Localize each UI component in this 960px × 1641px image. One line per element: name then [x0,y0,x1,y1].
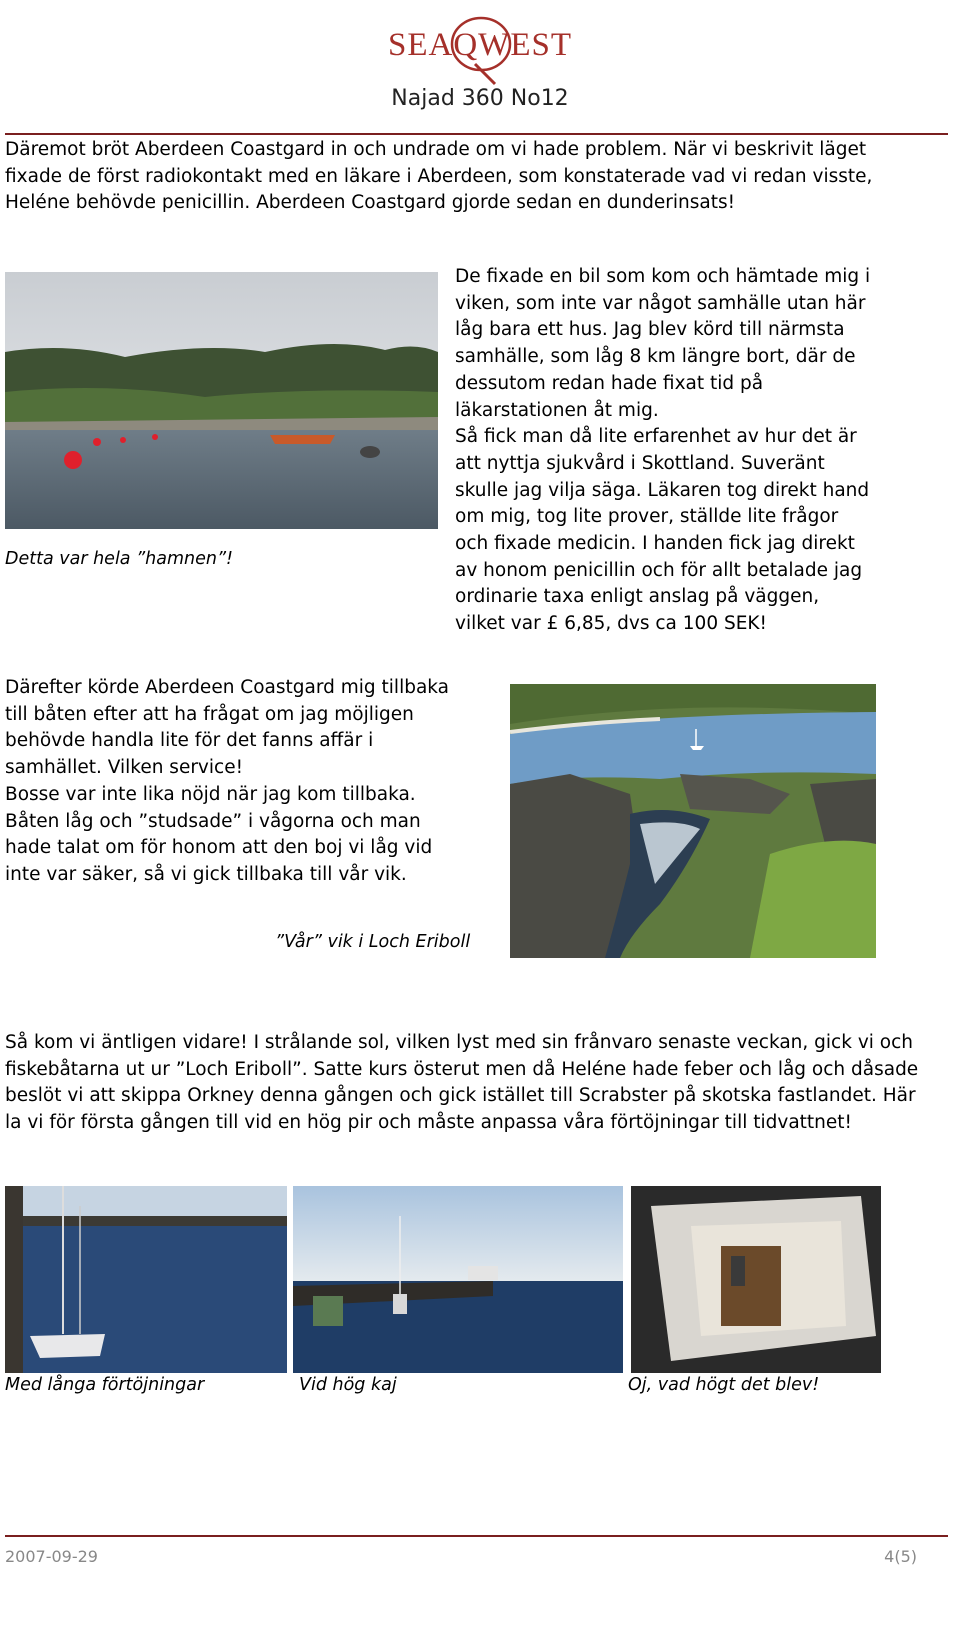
harbour-photo [5,272,438,529]
text-line: viken, som inte var något samhälle utan här [455,292,866,314]
text-line: av honom penicillin och för allt betalade jag [455,559,863,581]
text-line: samhället. Vilken service! [5,757,243,779]
logo-text: SEAQWEST [388,27,572,63]
text-line: Båten låg och ”studsade” i vågorna och man [5,810,421,832]
text-line: till båten efter att ha frågat om jag möjligen [5,703,414,725]
high-quay-caption: Oj, vad högt det blev! [628,1375,820,1395]
text-line: om mig, tog lite prover, ställde lite frågor [455,506,839,528]
paragraph-doctor [455,264,950,638]
text-line: samhälle, som låg 8 km längre bort, där de [455,346,856,368]
footer-page-number: 4(5) [884,1547,917,1566]
quay-photo [293,1186,623,1373]
high-quay-photo [631,1186,881,1373]
text-line: skulle jag vilja säga. Läkaren tog direkt hand [455,479,870,501]
text-line: hade talat om för honom att den boj vi låg vid [5,837,433,859]
seaqwest-logo [355,6,605,86]
text-line: behövde handla lite för det fanns affär i [5,730,374,752]
text-line: De fixade en bil som kom och hämtade mig i [455,266,871,287]
text-line: dessutom redan hade fixat tid på [455,372,764,394]
text-line: att nyttja sjukvård i Skottland. Suveränt [455,452,825,474]
moorings-photo [5,1186,287,1373]
text-line: låg bara ett hus. Jag blev körd till närmsta [455,319,845,341]
paragraph-return [5,675,500,889]
document-title: Najad 360 No12 [391,86,569,111]
moorings-caption: Med långa förtöjningar [5,1375,205,1395]
text-line: Därefter körde Aberdeen Coastgard mig tillbaka [5,677,450,698]
bay-photo [510,684,876,958]
header-rule [5,133,948,135]
text-line: och fixade medicin. I handen fick jag direkt [455,533,855,555]
text-line: inte var säker, så vi gick tillbaka till vår vik. [5,863,407,885]
text-line: Bosse var inte lika nöjd när jag kom tillbaka. [5,783,416,805]
bay-caption: ”Vår” vik i Loch Eriboll [275,932,471,952]
quay-caption: Vid hög kaj [299,1375,397,1395]
text-line: ordinarie taxa enligt anslag på väggen, [455,586,820,608]
text-line: Så fick man då lite erfarenhet av hur det är [455,426,857,448]
text-line: läkarstationen åt mig. [455,399,659,421]
paragraph-scrabster: Så kom vi äntligen vidare! I strålande sol, vilken lyst med sin frånvaro senaste veckan, gick vi och fiskebåtarna ut ur ”Loch Eriboll”. Satte kurs österut men då Heléne hade feber och låg och dåsade beslöt vi att skippa Orkney denna gången och gick istället till Scrabster på skotska fastlandet. Här la vi för första gången till vid en hög pir och måste anpassa våra förtöjningar till tidvattnet! [5,1032,919,1134]
harbour-caption: Detta var hela ”hamnen”! [5,549,234,569]
text-line: vilket var £ 6,85, dvs ca 100 SEK! [455,613,767,635]
footer-rule [5,1535,948,1537]
footer-date: 2007-09-29 [5,1547,98,1566]
paragraph-coastguard: Däremot bröt Aberdeen Coastgard in och undrade om vi hade problem. När vi beskrivit läget fixade de först radiokontakt med en läkare i Aberdeen, som konstaterade vad vi redan visste, Heléne behövde penicillin. Aberdeen Coastgard gjorde sedan en dunderinsats! [5,139,873,214]
